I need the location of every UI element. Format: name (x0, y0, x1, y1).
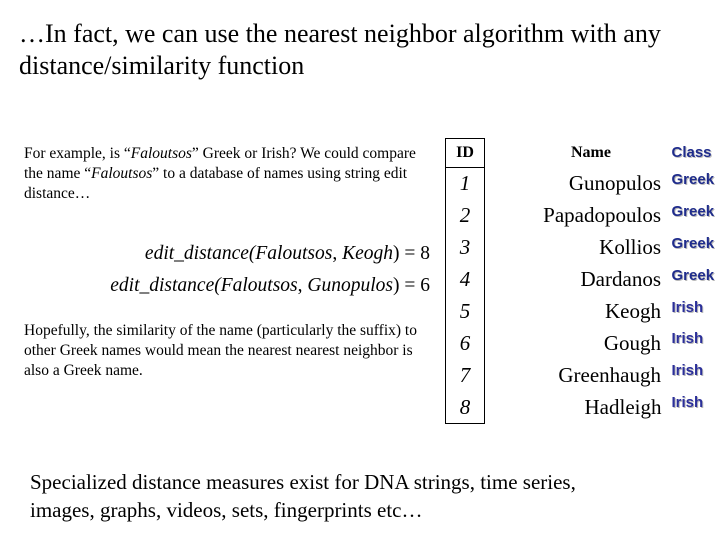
row-class-label: Greek (671, 234, 715, 252)
formula-2-fn: edit_distance( (110, 275, 221, 296)
footer-text (30, 468, 710, 524)
row-class-cell (668, 232, 720, 264)
footer-line-2: images, graphs, videos, sets, fingerprints etc… (30, 498, 423, 522)
row-class-cell (668, 391, 720, 423)
row-class-cell (668, 359, 720, 391)
table-row (446, 327, 720, 359)
intro-text-1: For example, is “ (24, 145, 131, 162)
row-name: Dardanos (580, 267, 661, 292)
edit-distance-formulas (24, 238, 430, 302)
header-name: Name (571, 144, 611, 161)
slide-title (19, 18, 719, 82)
row-name: Kollios (599, 235, 661, 260)
row-class-label: Irish (671, 298, 704, 316)
row-name: Gunopulos (568, 171, 661, 196)
row-id: 1 (446, 168, 485, 200)
row-id: 6 (446, 327, 485, 359)
header-class (668, 139, 720, 168)
row-name: Keogh (605, 299, 661, 323)
row-name: Gough (603, 330, 661, 355)
intro-text-3: ” to a database of names using string edit distance… (24, 165, 408, 202)
footer-line-1: Specialized distance measures exist for DNA strings, time series, (30, 470, 576, 494)
formula-2-arg-a: Faloutsos (220, 275, 298, 296)
row-name: Hadleigh (584, 394, 662, 419)
formula-1-fn: edit_distance( (144, 243, 256, 264)
table-row (446, 296, 720, 328)
table-row (446, 232, 720, 264)
formula-line-2 (24, 270, 430, 302)
formula-1-result: ) = 8 (393, 243, 430, 264)
row-class-label: Irish (671, 362, 704, 380)
formula-2-arg-b: Gunopulos (307, 275, 393, 296)
row-class-cell (668, 264, 720, 296)
row-name: Greenhaugh (558, 362, 661, 387)
row-name: Papadopoulos (543, 203, 661, 228)
formula-line-1 (24, 238, 430, 270)
header-class-label: Class (671, 144, 712, 161)
formula-2-result: ) = 6 (393, 275, 430, 296)
table-body (446, 168, 720, 424)
row-class-label: Greek (671, 202, 715, 220)
slide-title-line-2: distance/similarity function (19, 51, 305, 80)
names-class-table (445, 138, 720, 424)
intro-paragraph (24, 144, 429, 204)
row-class-cell (668, 296, 720, 328)
table-header-row (446, 139, 720, 168)
row-class-cell (668, 200, 720, 232)
formula-1-arg-b: Keogh (342, 243, 393, 264)
row-id: 7 (446, 359, 485, 391)
intro-name-1: Faloutsos (130, 145, 192, 162)
row-class-cell (668, 168, 720, 200)
row-class-cell (668, 327, 720, 359)
row-id: 5 (446, 296, 485, 328)
slide-title-line-1: …In fact, we can use the nearest neighbor algorithm with any (19, 19, 661, 48)
row-class-label: Irish (671, 330, 704, 348)
closing-paragraph: Hopefully, the similarity of the name (particularly the suffix) to other Greek names would mean the nearest nearest neighbor is also a Greek name. (24, 322, 417, 379)
row-class-label: Greek (671, 266, 715, 284)
header-id: ID (446, 139, 485, 168)
table-row (446, 200, 720, 232)
row-class-label: Greek (671, 170, 715, 188)
table-row (446, 359, 720, 391)
intro-text-2: ” Greek or Irish? We could compare the name “ (24, 145, 416, 182)
row-id: 3 (446, 232, 485, 264)
row-class-label: Irish (671, 394, 704, 412)
formula-1-arg-a: Faloutsos (255, 243, 333, 264)
row-id: 8 (446, 391, 485, 423)
table-row (446, 391, 720, 423)
intro-name-2: Faloutsos (91, 165, 153, 182)
row-id: 2 (446, 200, 485, 232)
row-id: 4 (446, 264, 485, 296)
table-row (446, 168, 720, 200)
formula-2-sep: , (297, 275, 308, 296)
table-row (446, 264, 720, 296)
formula-1-sep: , (332, 243, 343, 264)
